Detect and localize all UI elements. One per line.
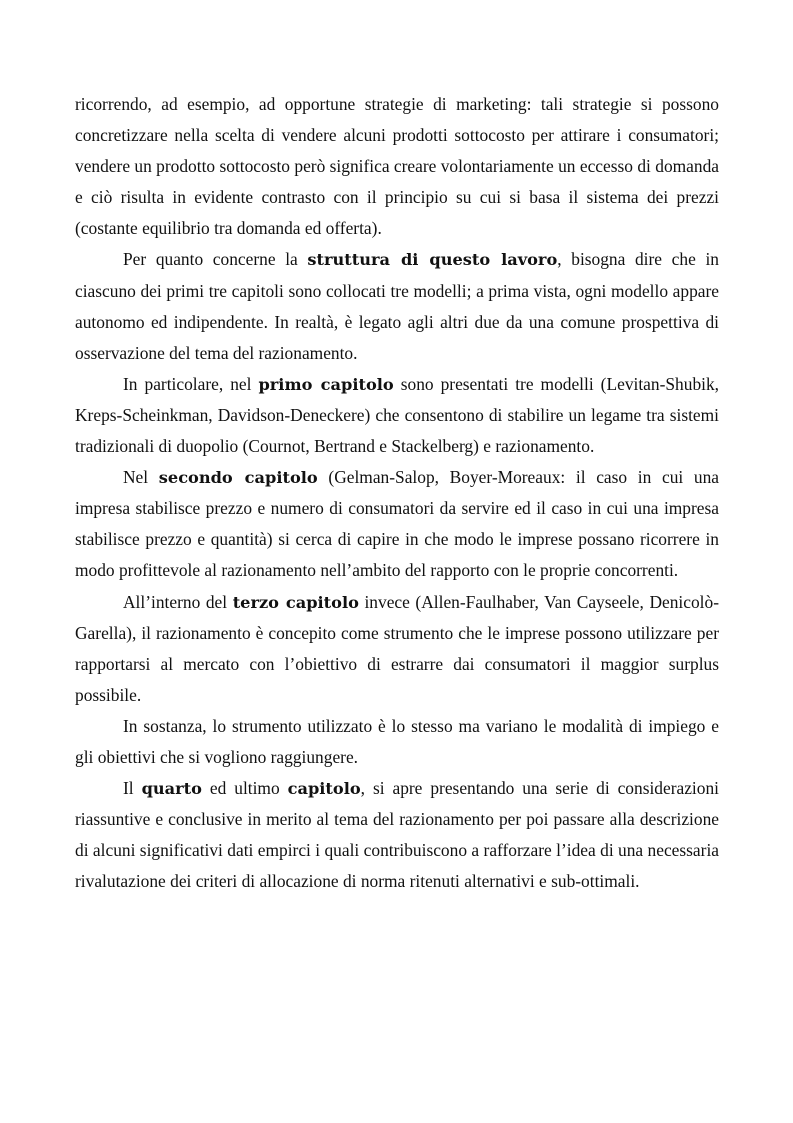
paragraph-intro-continuation bbox=[75, 89, 719, 244]
paragraph-fourth-chapter bbox=[75, 773, 719, 897]
paragraph-structure bbox=[75, 244, 719, 368]
paragraph-second-chapter bbox=[75, 462, 719, 586]
bold-term-first-chapter: primo capitolo bbox=[258, 374, 394, 394]
bold-term-chapter: capitolo bbox=[287, 779, 361, 799]
bold-term-structure: struttura di questo lavoro bbox=[307, 250, 558, 270]
paragraph-third-chapter bbox=[75, 587, 719, 711]
paragraph-text: Il bbox=[123, 778, 142, 799]
paragraph-text: sono presentati tre modelli (Levitan-Shubik, Kreps-Scheinkman, Davidson-Deneckere) che consentono di stabilire un legame tra sistemi tradizionali di duopolio (Cournot, Bertrand e Stackelberg) e razionamento. bbox=[75, 373, 720, 457]
paragraph-text: (Gelman-Salop, Boyer-Moreaux: il caso in cui una impresa stabilisce prezzo e numero di consumatori da servire ed il caso in cui una impresa stabilisce prezzo e quantità) si cerca di capire in che modo le imprese possano ricorrere in modo profittevole al razionamento nell’ambito del rapporto con le proprie concorrenti. bbox=[75, 467, 719, 581]
paragraph-text: Nel bbox=[123, 467, 159, 488]
bold-term-second-chapter: secondo capitolo bbox=[158, 468, 318, 488]
paragraph-text: ricorrendo, ad esempio, ad opportune strategie di marketing: tali strategie si possono concretizzare nella scelta di vendere alcuni prodotti sottocosto per attirare i consumatori; vendere un prodotto sottocosto però significa creare volontariamente un eccesso di domanda e ciò risulta in evidente contrasto con il principio su cui si basa il sistema dei prezzi (costante equilibrio tra domanda ed offerta). bbox=[75, 94, 719, 239]
paragraph-summary bbox=[75, 711, 719, 773]
paragraph-text: invece (Allen-Faulhaber, Van Cayseele, Denicolò-Garella), il razionamento è concepito come strumento che le imprese possono utilizzare per rapportarsi al mercato con l’obiettivo di estrarre dai consumatori il maggior surplus possibile. bbox=[75, 591, 719, 705]
paragraph-text: Per quanto concerne la bbox=[123, 249, 308, 270]
paragraph-text: ed ultimo bbox=[201, 778, 288, 799]
paragraph-text: In sostanza, lo strumento utilizzato è lo stesso ma variano le modalità di impiego e gli obiettivi che si vogliono raggiungere. bbox=[75, 715, 719, 767]
bold-term-fourth: quarto bbox=[141, 779, 202, 799]
paragraph-text: All’interno del bbox=[123, 591, 233, 612]
document-page bbox=[75, 89, 719, 897]
paragraph-first-chapter bbox=[75, 369, 719, 462]
paragraph-text: , si apre presentando una serie di considerazioni riassuntive e conclusive in merito al tema del razionamento per poi passare alla descrizione di alcuni significativi dati empirci i quali contribuiscono a rafforzare l’idea di una necessaria rivalutazione dei criteri di allocazione di norma ritenuti alternativi e sub-ottimali. bbox=[75, 778, 719, 892]
paragraph-text: , bisogna dire che in ciascuno dei primi tre capitoli sono collocati tre modelli; a prima vista, ogni modello appare autonomo ed indipendente. In realtà, è legato agli altri due da una comune prospettiva di osservazione del tema del razionamento. bbox=[75, 249, 719, 363]
bold-term-third-chapter: terzo capitolo bbox=[232, 592, 359, 612]
paragraph-text: In particolare, nel bbox=[123, 373, 259, 394]
